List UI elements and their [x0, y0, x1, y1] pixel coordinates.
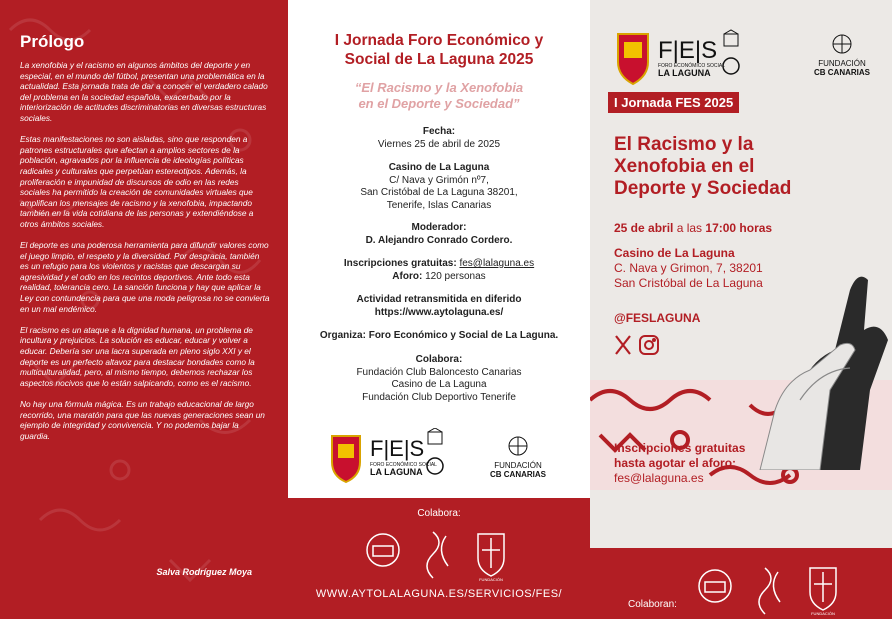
fcb-logo-text: FUNDACIÓN — [818, 59, 866, 68]
event-subtitle-line: “El Racismo y la Xenofobia — [354, 80, 524, 95]
fes-logo-subtitle: LA LAGUNA — [658, 68, 711, 78]
event-info-panel — [288, 0, 590, 619]
ayuntamiento-crest-icon — [699, 570, 731, 602]
venue-block — [288, 162, 590, 212]
la-laguna-crest-icon — [332, 436, 360, 482]
cover-date-connector: a las — [673, 221, 706, 235]
jornada-tag: I Jornada FES 2025 — [608, 92, 739, 113]
signature: Salva Rodríguez Moya — [156, 567, 252, 577]
cover-venue-name: Casino de La Laguna — [614, 246, 735, 260]
social-handle[interactable]: @FESLAGUNA — [614, 311, 701, 325]
registration-email-link[interactable]: fes@lalaguna.es — [459, 258, 535, 269]
event-title-line: I Jornada Foro Económico y — [334, 32, 544, 49]
cover-venue-address: San Cristóbal de La Laguna — [614, 276, 763, 290]
fundacion-small-text: FUNDACIÓN — [479, 577, 503, 582]
broadcast-url-link[interactable]: https://www.aytolaguna.es/ — [374, 306, 504, 318]
venue-address: C/ Nava y Grimón nº7, — [389, 174, 489, 186]
prologue-paragraph: Estas manifestaciones no son aisladas, sino que responden a patrones estructurales que afectan a amplios sectores de la población, agravados por la influencia de ideologías políticas radicales y culturales que perpetúan estereotipos. Además, la proliferación e impunidad de discursos de odio en las redes sociales ha permitido la creación de comunidades virtuales que amplifican los mensajes de racismo y la xenofobia, impactando también en la vida cotidiana de las personas y extendiéndose a otros ámbitos sociales. — [20, 134, 254, 229]
cover-title-line: Deporte y Sociedad — [614, 178, 792, 199]
prologue-paragraph: El racismo es un ataque a la dignidad humana, un problema de incultura y prejuicios. La solución es educar, educar y volver a educar. Debería ser una lacra superada en pleno siglo XXI y el deporte es un perfecto altavoz para destacar bondades como la multiculturalidad, pero, al mismo tiempo, debemos rechazar los aspectos nocivos que lo están salpicando, como es el racismo. — [20, 324, 255, 388]
cover-datetime — [614, 221, 772, 235]
venue-address: San Cristóbal de La Laguna 38201, — [360, 187, 518, 198]
venue-name: Casino de La Laguna — [388, 162, 490, 173]
cover-venue-address: C. Nava y Grimon, 7, 38201 — [614, 261, 763, 275]
cover-date: 25 de abril — [614, 221, 674, 235]
collaborators-block — [288, 354, 590, 404]
heritage-icon — [723, 58, 739, 74]
event-title-line: Social de La Laguna 2025 — [344, 51, 534, 68]
prologue-text — [20, 60, 270, 452]
registration-line: Inscripciones gratuitas — [614, 441, 746, 455]
prologue-paragraph: El deporte es una poderosa herramienta para difundir valores como el juego limpio, el respeto y la diversidad. Por desgracia, también es un refugio para los violentos y racistas que descargan su agresividad y el odio en los recintos deportivos. Ante todo esta realidad, tolerancia cero. La sanción funciona y hay que aplicar la Ley con contundencia para que una moda peligrosa no se convierta en un mal endémico. — [20, 240, 270, 314]
collaborator-item: Fundación Club Deportivo Tenerife — [362, 391, 516, 403]
cover-time: 17:00 horas — [705, 221, 773, 235]
registration-label: Inscripciones gratuitas: — [343, 258, 457, 269]
cover-title-line: El Racismo y la — [614, 134, 754, 155]
prologue-heading: Prólogo — [20, 32, 85, 51]
fcb-logo-text: CB CANARIAS — [814, 68, 870, 77]
social-icons — [614, 334, 664, 356]
cd-tenerife-crest-icon — [478, 534, 504, 576]
prologue-panel — [0, 0, 288, 619]
registration-email-link[interactable]: fes@lalaguna.es — [614, 471, 704, 485]
moderator-value: D. Alejandro Conrado Cordero. — [365, 234, 513, 246]
fes-logo-subtitle: LA LAGUNA — [370, 467, 423, 477]
organizer-text: Organiza: Foro Económico y Social de La Laguna. — [319, 330, 559, 341]
instagram-icon — [640, 336, 658, 354]
prologue-paragraph: No hay una fórmula mágica. Es un trabajo educacional de largo recorrido, una maratón para que las nuevas generaciones sean un ejemplo de integridad y convivencia. Y no podemos bajar la guardia. — [20, 399, 265, 441]
event-title — [288, 31, 590, 69]
venue-address: Tenerife, Islas Canarias — [386, 199, 492, 211]
cover-collaborator-crests — [690, 560, 860, 616]
fes-logo-text: F|E|S — [370, 436, 425, 461]
collaborators-label: Colabora: — [415, 354, 463, 365]
registration-line: hasta agotar el aforo: — [614, 456, 737, 470]
cover-title — [614, 134, 864, 200]
bottom-collab-label: Colabora: — [417, 508, 461, 519]
ayuntamiento-crest-icon — [367, 534, 399, 566]
collaborator-crests — [358, 526, 528, 582]
basketball-icon — [509, 437, 527, 455]
date-label: Fecha: — [422, 126, 456, 137]
broadcast-block — [288, 294, 590, 319]
fundacion-small-text: FUNDACIÓN — [811, 611, 835, 616]
moderator-block — [288, 222, 590, 247]
casino-monogram-icon — [759, 568, 780, 614]
cover-collab-label: Colaboran: — [628, 599, 677, 610]
fcb-logo-text: FUNDACIÓN — [494, 461, 542, 470]
date-value: Viernes 25 de abril de 2025 — [377, 138, 501, 150]
date-block — [288, 126, 590, 151]
event-subtitle-line: en el Deporte y Sociedad” — [358, 96, 520, 111]
fes-logo-subtitle: FORO ECONÓMICO SOCIAL — [658, 63, 725, 69]
capacity-value: 120 personas — [425, 270, 486, 282]
moderator-label: Moderador: — [411, 222, 467, 233]
unesco-icon — [428, 428, 442, 444]
x-icon — [616, 336, 630, 354]
fcb-logo-text: CB CANARIAS — [490, 470, 546, 479]
website-url-link[interactable]: WWW.AYTOLALAGUNA.ES/SERVICIOS/FES/ — [315, 588, 563, 600]
broadcast-label: Actividad retransmitida en diferido — [356, 294, 522, 305]
registration-callout — [614, 441, 745, 486]
cover-sponsor-logos — [612, 28, 882, 88]
event-subtitle — [288, 80, 590, 112]
collaborator-item: Casino de La Laguna — [391, 379, 487, 390]
basketball-icon — [833, 35, 851, 53]
collaborator-item: Fundación Club Baloncesto Canarias — [356, 366, 522, 378]
fes-logo-text: F|E|S — [658, 37, 718, 64]
cover-panel — [590, 0, 892, 619]
cover-title-line: Xenofobia en el — [614, 156, 755, 177]
organizer-block — [288, 330, 590, 343]
cd-tenerife-crest-icon — [810, 568, 836, 610]
prologue-paragraph: La xenofobia y el racismo en algunos ámbitos del deporte y en especial, en el mundo del fútbol, presentan una problemática en la actualidad. Esta jornada trata de dar a conocer el verdadero calado del problema en la sociedad española, exacerbado por la interiorización de actitudes discriminatorias en diversas estructuras sociales. — [20, 60, 268, 123]
la-laguna-crest-icon — [618, 34, 648, 84]
registration-block — [288, 258, 590, 283]
unesco-icon — [724, 30, 738, 46]
capacity-label: Aforo: — [392, 270, 423, 282]
holding-hands-illustration — [740, 250, 892, 470]
casino-monogram-icon — [427, 532, 448, 578]
sponsor-logos — [328, 428, 558, 488]
fes-logo-subtitle: FORO ECONÓMICO SOCIAL — [370, 462, 437, 468]
